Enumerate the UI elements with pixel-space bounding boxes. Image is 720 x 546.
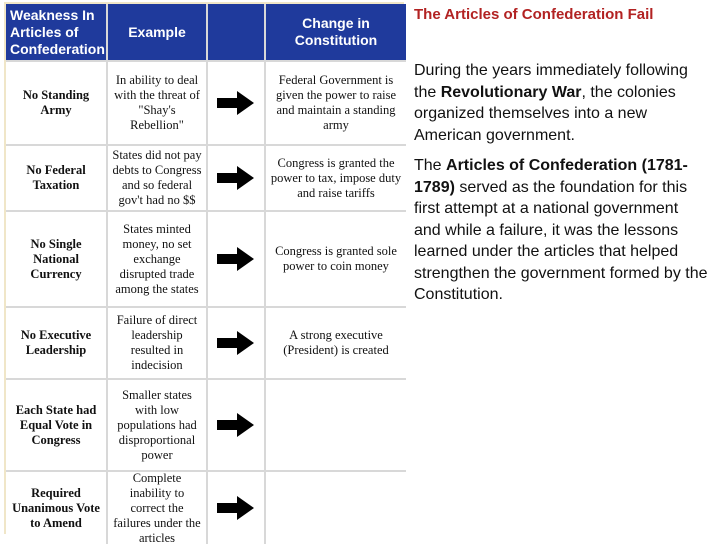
row-change: Federal Government is given the power to raise and maintain a standing army xyxy=(266,62,406,144)
row-weakness: No Single National Currency xyxy=(6,212,106,306)
intro-paragraph xyxy=(414,60,709,146)
header-change: Change in Constitution xyxy=(266,4,406,60)
header-example: Example xyxy=(108,4,206,60)
row-change: Congress is granted the power to tax, impose duty and raise tariffs xyxy=(266,146,406,210)
right-arrow-icon xyxy=(217,412,255,438)
arrow-cell xyxy=(208,212,264,306)
row-example: In ability to deal with the threat of "Shay's Rebellion" xyxy=(108,62,206,144)
right-arrow-icon xyxy=(217,246,255,272)
comparison-table xyxy=(4,2,404,545)
articles-text-before: The xyxy=(414,157,447,174)
intro-text-before: During the years immediately following the xyxy=(414,62,688,101)
intro-bold-war: Revolutionary War xyxy=(440,83,582,101)
articles-bold-years: (1781-1789) xyxy=(414,157,688,196)
slide-title: The Articles of Confederation Fail xyxy=(414,6,654,23)
row-weakness: Each State had Equal Vote in Congress xyxy=(6,380,106,470)
arrow-cell xyxy=(208,62,264,144)
row-weakness: No Standing Army xyxy=(6,62,106,144)
articles-bold-name: Articles of Confederation xyxy=(446,157,638,174)
articles-paragraph xyxy=(414,155,709,306)
row-example: States minted money, no set exchange disrupted trade among the states xyxy=(108,212,206,306)
right-arrow-icon xyxy=(217,330,255,356)
header-weakness: Weakness In Articles of Confederation xyxy=(6,4,106,60)
row-change: Congress is granted sole power to coin money xyxy=(266,212,406,306)
right-arrow-icon xyxy=(217,165,255,191)
articles-text-after: served as the foundation for this first attempt at a national government and while a failure, it was the lessons learned under the articles that helped strengthen the government formed by the Constitution. xyxy=(414,178,708,303)
row-example: Complete inability to correct the failures under the articles xyxy=(108,472,206,544)
arrow-cell xyxy=(208,308,264,378)
row-example: States did not pay debts to Congress and so federal gov't had no $$ xyxy=(108,146,206,210)
row-weakness: No Executive Leadership xyxy=(6,308,106,378)
row-change xyxy=(266,380,406,470)
arrow-cell xyxy=(208,146,264,210)
row-example: Smaller states with low populations had disproportional power xyxy=(108,380,206,470)
row-example: Failure of direct leadership resulted in indecision xyxy=(108,308,206,378)
table-grid xyxy=(6,4,406,544)
row-weakness: No Federal Taxation xyxy=(6,146,106,210)
intro-text-after: , the colonies organized themselves into a new American government. xyxy=(414,83,676,144)
arrow-cell xyxy=(208,472,264,544)
right-arrow-icon xyxy=(217,90,255,116)
row-change xyxy=(266,472,406,544)
header-arrow-gap xyxy=(208,4,264,60)
arrow-cell xyxy=(208,380,264,470)
right-arrow-icon xyxy=(217,495,255,521)
row-weakness: Required Unanimous Vote to Amend xyxy=(6,472,106,544)
row-change: A strong executive (President) is created xyxy=(266,308,406,378)
